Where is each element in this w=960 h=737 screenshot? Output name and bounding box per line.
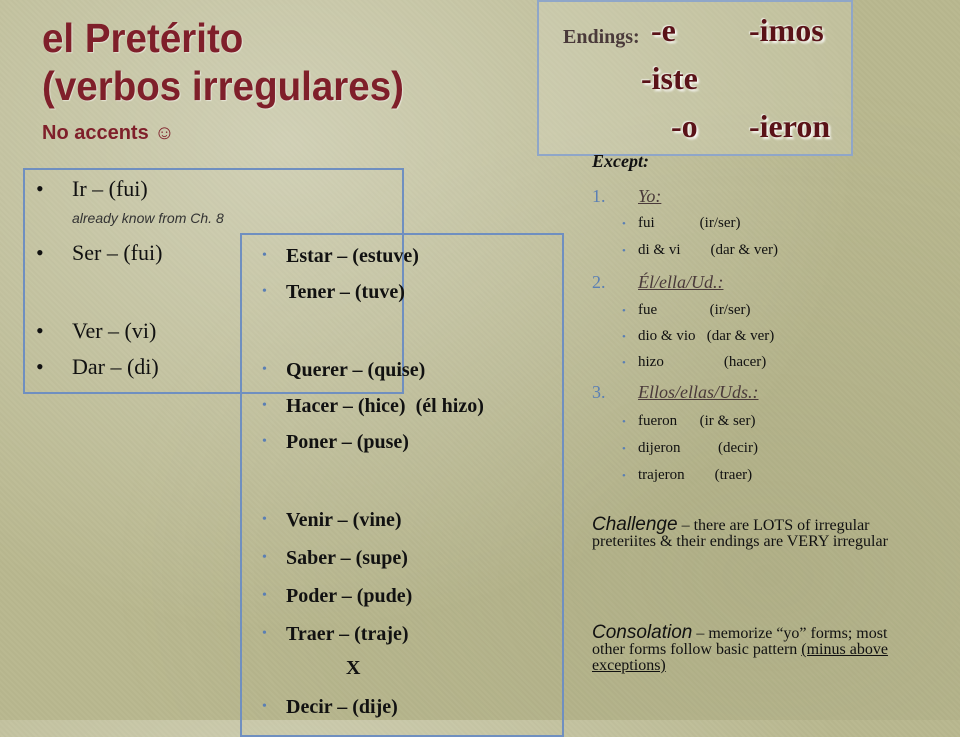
mid-item-traer: Traer – (traje) <box>286 623 409 645</box>
el-item-1: fue (ir/ser) <box>638 302 751 318</box>
group-number: 1. <box>592 186 606 206</box>
except-heading: Except: <box>592 151 649 171</box>
consolation-underlined: (minus above exceptions) <box>592 641 888 674</box>
group-label-el: Él/ella/Ud.: <box>638 272 724 292</box>
ending-imos: -imos <box>749 12 824 48</box>
bullet-icon: • <box>622 331 626 343</box>
endings-label: Endings: <box>563 26 640 48</box>
mid-item-hacer: Hacer – (hice) (él hizo) <box>286 395 484 417</box>
challenge-note <box>592 514 912 550</box>
left-item-ver: Ver – (vi) <box>72 318 157 343</box>
bullet-icon: • <box>262 512 267 527</box>
ending-ieron: -ieron <box>749 108 831 144</box>
slide-title <box>42 14 484 110</box>
mid-item-decir: Decir – (dije) <box>286 696 398 718</box>
bullet-icon: • <box>262 626 267 641</box>
left-item-dar: Dar – (di) <box>72 354 159 379</box>
mid-item-estar: Estar – (estuve) <box>286 245 419 267</box>
mid-item-poner: Poner – (puse) <box>286 431 409 453</box>
ellos-item-1: fueron (ir & ser) <box>638 413 756 429</box>
group-number: 2. <box>592 272 606 292</box>
el-item-2: dio & vio (dar & ver) <box>638 328 775 344</box>
consolation-lead: Consolation <box>592 622 693 643</box>
consolation-text: – memorize “yo” forms; most other forms follow basic pattern <box>592 625 888 658</box>
yo-item-1: fui (ir/ser) <box>638 215 741 231</box>
challenge-lead: Challenge <box>592 514 678 535</box>
bullet-icon: • <box>262 248 267 263</box>
bullet-icon: • <box>262 434 267 449</box>
ellos-item-3: trajeron (traer) <box>638 467 753 483</box>
bullet-icon: • <box>262 550 267 565</box>
bullet-icon: • <box>622 357 626 369</box>
group-number: 3. <box>592 382 606 402</box>
ending-o: -o <box>671 108 698 144</box>
consolation-note <box>592 622 912 674</box>
bullet-icon: • <box>36 318 44 343</box>
bullet-icon: • <box>622 305 626 317</box>
title-line-2: (verbos irregulares) <box>42 63 405 109</box>
bullet-icon: • <box>622 443 626 455</box>
no-accents-note: No accents ☺ <box>42 122 175 144</box>
x-mark: X <box>346 657 361 679</box>
group-label-yo: Yo: <box>638 186 662 206</box>
mid-item-tener: Tener – (tuve) <box>286 281 405 303</box>
bullet-icon: • <box>622 470 626 482</box>
bullet-icon: • <box>36 354 44 379</box>
group-label-ellos: Ellos/ellas/Uds.: <box>638 382 759 402</box>
ellos-item-2: dijeron (decir) <box>638 440 758 456</box>
mid-item-venir: Venir – (vine) <box>286 509 402 531</box>
irregular-group-box-2 <box>240 233 564 737</box>
left-item-ir-note: already know from Ch. 8 <box>72 210 224 226</box>
ending-e: -e <box>651 12 676 48</box>
bullet-icon: • <box>36 240 44 265</box>
bullet-icon: • <box>262 284 267 299</box>
bullet-icon: • <box>262 699 267 714</box>
mid-item-querer: Querer – (quise) <box>286 359 426 381</box>
bullet-icon: • <box>622 416 626 428</box>
mid-item-poder: Poder – (pude) <box>286 585 413 607</box>
left-item-ir: Ir – (fui) <box>72 176 148 201</box>
bullet-icon: • <box>622 245 626 257</box>
bullet-icon: • <box>622 218 626 230</box>
bullet-icon: • <box>262 362 267 377</box>
yo-item-2: di & vi (dar & ver) <box>638 242 778 258</box>
challenge-text: – there are LOTS of irregular preteriites & their endings are VERY irregular <box>592 517 888 550</box>
bullet-icon: • <box>36 176 44 201</box>
mid-item-saber: Saber – (supe) <box>286 547 408 569</box>
bullet-icon: • <box>262 398 267 413</box>
endings-box <box>537 0 853 156</box>
bullet-icon: • <box>262 588 267 603</box>
title-line-1: el Pretérito <box>42 15 244 61</box>
ending-iste: -iste <box>641 60 698 96</box>
left-item-ser: Ser – (fui) <box>72 240 163 265</box>
el-item-3: hizo (hacer) <box>638 354 767 370</box>
